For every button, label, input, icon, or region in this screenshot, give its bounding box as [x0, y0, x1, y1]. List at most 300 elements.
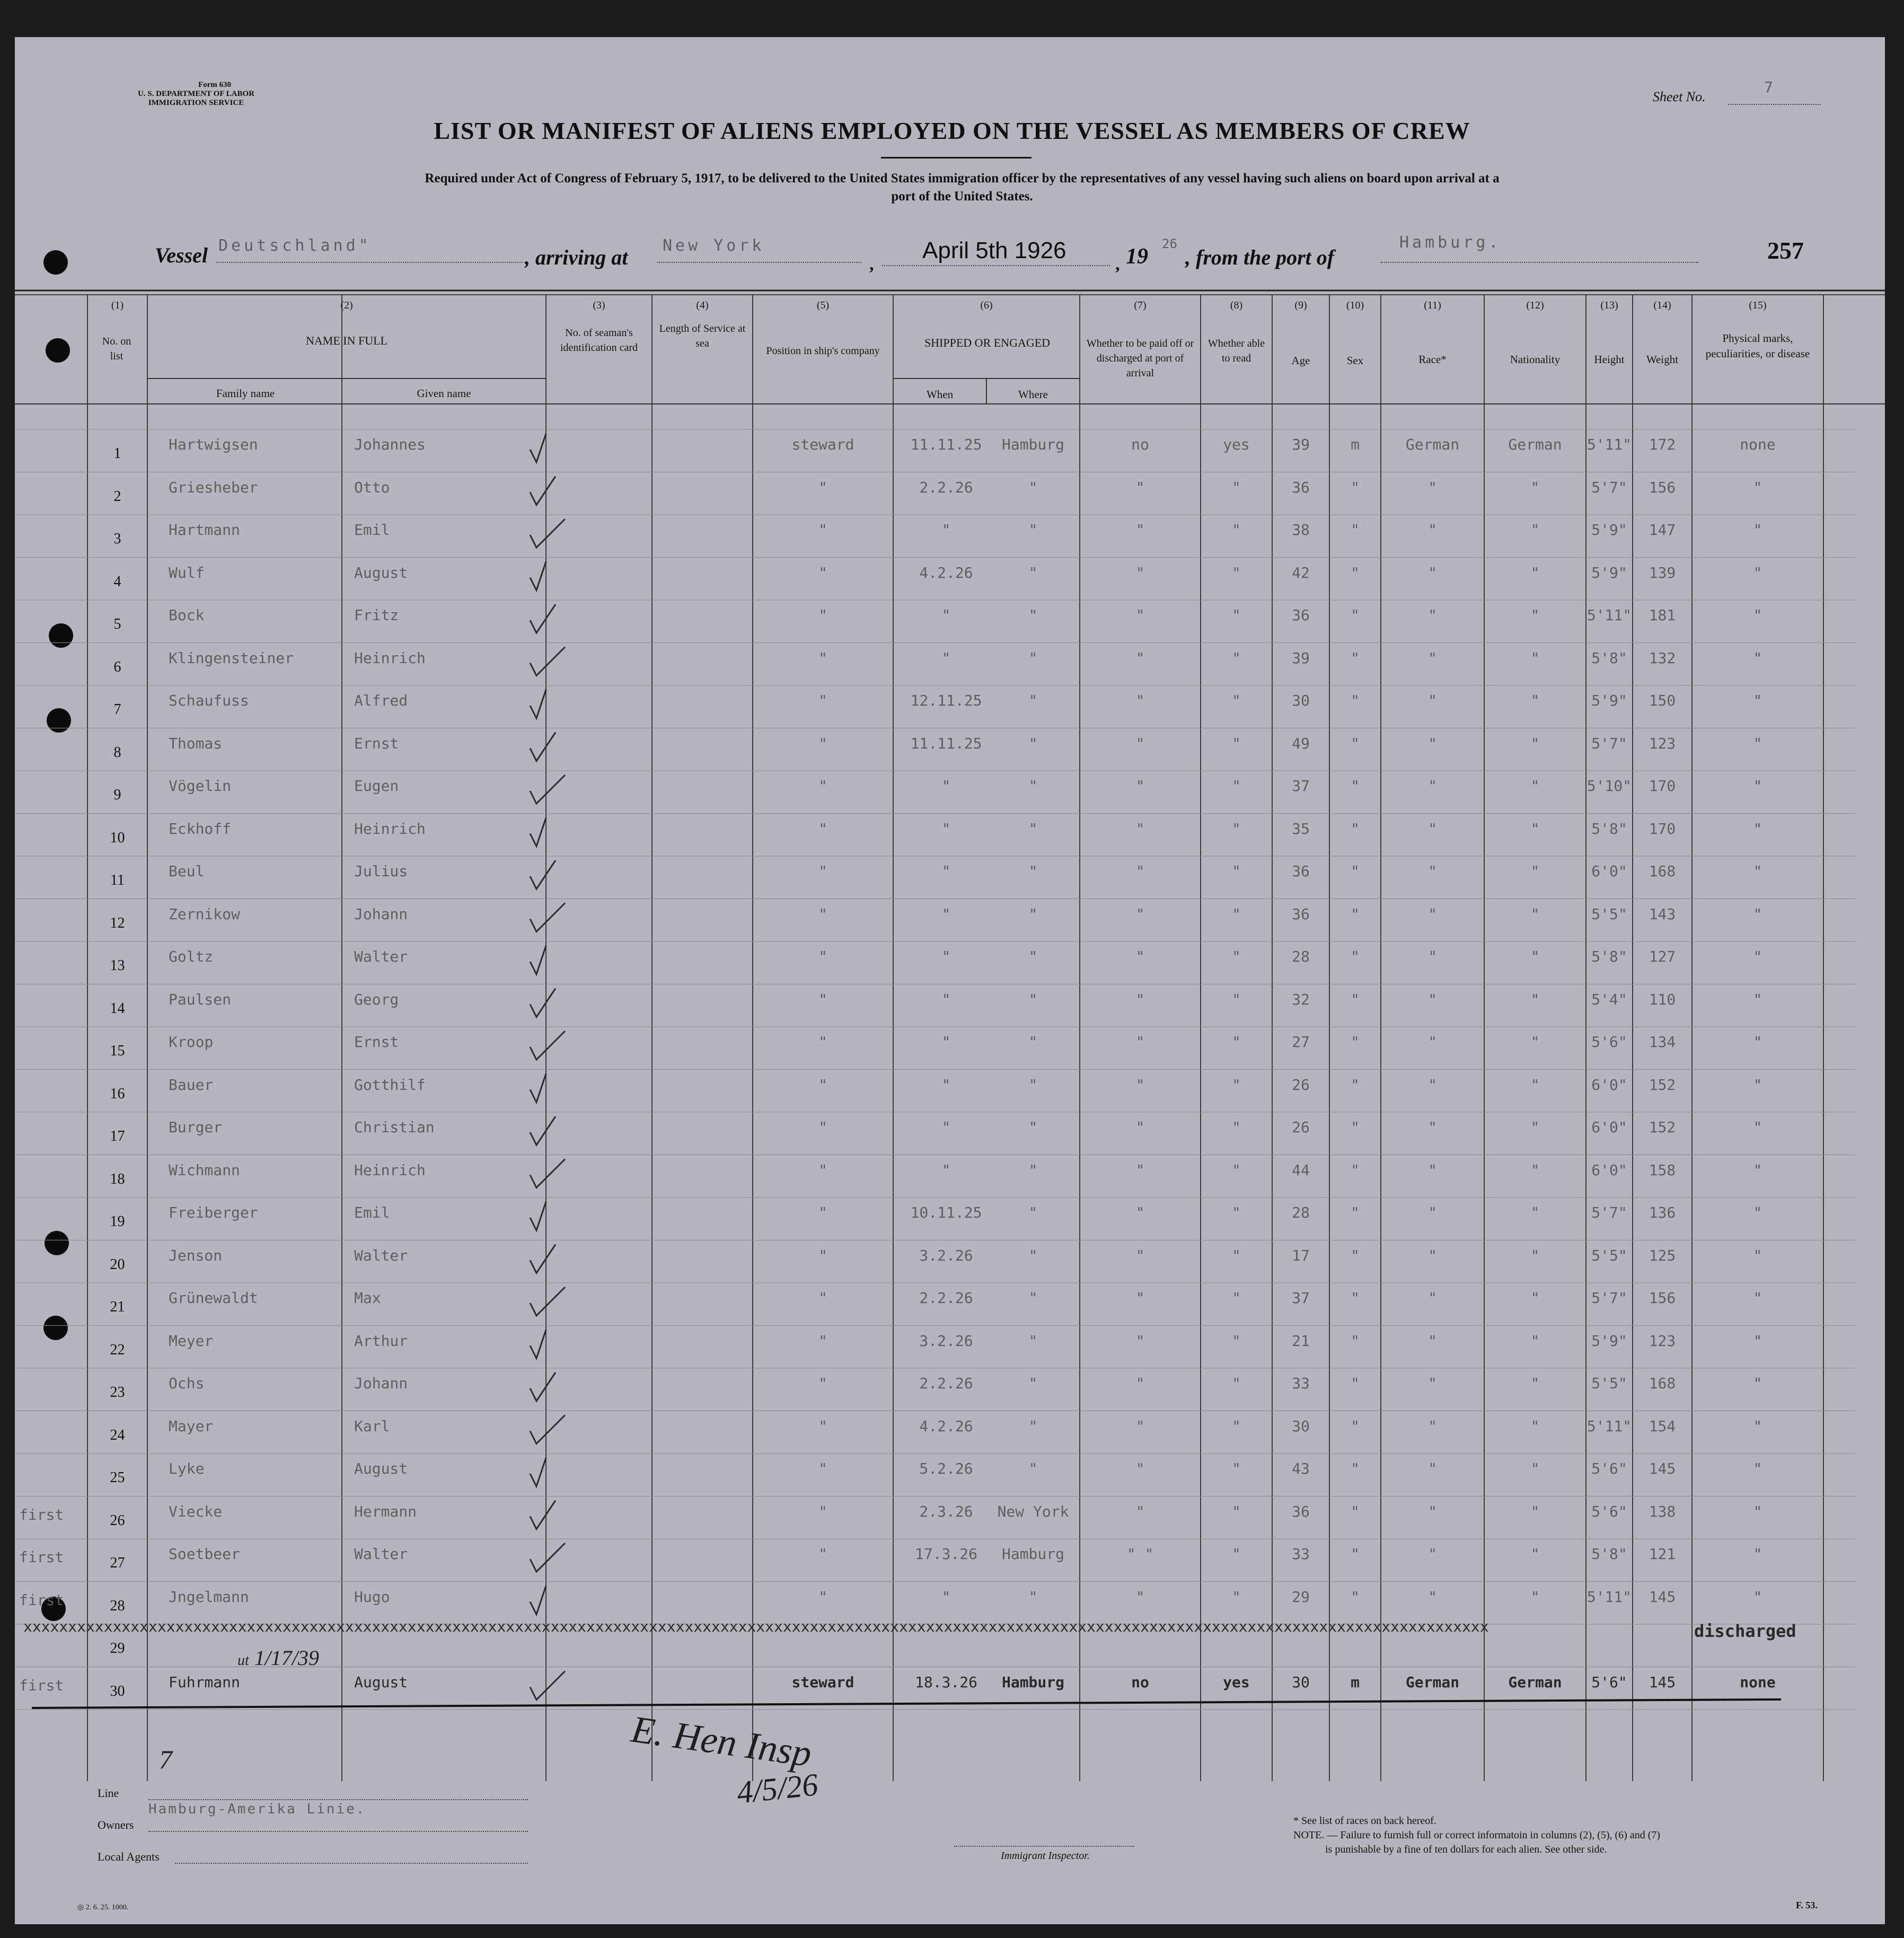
race: " [1428, 606, 1437, 624]
physical-marks: " [1753, 1588, 1762, 1606]
shipped-where: " [1028, 1417, 1038, 1435]
paid-off: no [1131, 436, 1149, 453]
sex: " [1351, 1417, 1360, 1435]
row-number: 17 [110, 1128, 125, 1144]
given-name: Eugen [354, 777, 399, 795]
column-number: (2) [340, 299, 353, 311]
from-port-underline [1380, 262, 1698, 263]
row-number: 1 [113, 445, 121, 462]
height: 5'9" [1591, 1332, 1627, 1350]
form-id-block [133, 81, 260, 108]
paid-off: " [1135, 1118, 1145, 1136]
column-number: (14) [1653, 299, 1671, 311]
paid-off: no [1131, 1673, 1149, 1691]
race: " [1428, 990, 1437, 1008]
position: " [818, 1375, 827, 1392]
sex: " [1351, 1545, 1360, 1563]
inspector-label: Immigrant Inspector. [1001, 1850, 1090, 1862]
height: 5'7" [1591, 734, 1627, 752]
header-where: Where [1018, 388, 1048, 401]
agents-label: Local Agents [98, 1850, 160, 1863]
age: 30 [1292, 692, 1310, 709]
age: 17 [1292, 1246, 1310, 1264]
physical-marks: " [1753, 948, 1762, 965]
inspector-underline [954, 1846, 1134, 1847]
sex: " [1351, 1033, 1360, 1051]
checkmark-icon [530, 818, 546, 847]
sheet-number: 7 [1764, 78, 1773, 96]
weight: 145 [1649, 1673, 1676, 1691]
row-number: 10 [110, 829, 125, 846]
page-title: LIST OR MANIFEST OF ALIENS EMPLOYED ON THE VESSEL AS MEMBERS OF CREW [434, 117, 1470, 144]
paid-off: " [1135, 1289, 1145, 1307]
family-name: Griesheber [169, 478, 258, 496]
age: 36 [1292, 1502, 1310, 1520]
race: " [1428, 1375, 1437, 1392]
able-to-read: " [1232, 905, 1241, 923]
able-to-read: " [1232, 649, 1241, 667]
height: 5'8" [1591, 1545, 1627, 1563]
shipped-when: " [941, 521, 951, 539]
race: " [1428, 1460, 1437, 1477]
shipped-when: " [941, 905, 951, 923]
race: " [1428, 692, 1437, 709]
physical-marks: " [1753, 1033, 1762, 1051]
paid-off: " [1135, 521, 1145, 539]
race: " [1428, 1076, 1437, 1094]
shipped-when: 2.3.26 [919, 1502, 973, 1520]
shipped-where: " [1028, 649, 1038, 667]
row-number: 23 [110, 1384, 125, 1400]
nationality: " [1530, 478, 1540, 496]
physical-marks: " [1753, 1460, 1762, 1477]
given-name: Johannes [354, 436, 426, 453]
physical-marks: " [1753, 649, 1762, 667]
family-name: Eckhoff [169, 820, 232, 838]
height: 5'11" [1586, 1417, 1632, 1435]
shipped-when: " [941, 649, 951, 667]
form-code: F. 53. [1796, 1900, 1818, 1910]
able-to-read: " [1232, 1460, 1241, 1477]
given-name: Fritz [354, 606, 399, 624]
given-name: Alfred [354, 692, 408, 709]
weight: 136 [1649, 1204, 1676, 1221]
checkmark-icon [530, 946, 546, 974]
column-number: (4) [696, 299, 709, 311]
height: 5'9" [1591, 563, 1627, 582]
height: 5'11" [1586, 1588, 1632, 1606]
shipped-where: " [1028, 1204, 1038, 1221]
row-number: 29 [110, 1640, 125, 1657]
able-to-read: " [1232, 1289, 1241, 1307]
checkmark-icon [530, 1031, 565, 1060]
header-no-on-list: No. on list [102, 336, 131, 362]
shipped-where: " [1028, 905, 1038, 923]
race: " [1428, 734, 1437, 752]
position: " [818, 1545, 827, 1563]
race: " [1428, 563, 1437, 582]
sex: " [1351, 820, 1360, 838]
family-name: Schaufuss [169, 692, 249, 709]
able-to-read: " [1232, 1502, 1241, 1520]
family-name: Zernikow [169, 905, 240, 923]
checkmark-icon [530, 1415, 565, 1444]
shipped-where: " [1028, 990, 1038, 1008]
checkmark-icon [530, 434, 546, 462]
row-number: 2 [113, 488, 121, 505]
weight: 138 [1649, 1502, 1676, 1520]
family-name: Beul [169, 862, 205, 880]
shipped-where: " [1028, 1161, 1038, 1179]
shipped-when: " [941, 820, 951, 838]
physical-marks: " [1753, 563, 1762, 582]
physical-marks: " [1753, 1246, 1762, 1264]
able-to-read: " [1232, 1332, 1241, 1350]
page-subtitle [223, 170, 1702, 206]
nationality: " [1530, 990, 1540, 1008]
inspector-date: 4/5/26 [735, 1767, 820, 1810]
age: 43 [1292, 1460, 1310, 1477]
weight: 121 [1649, 1545, 1676, 1563]
handwritten-annotation: ut 1/17/39 [237, 1646, 320, 1670]
weight: 145 [1649, 1588, 1676, 1606]
height: 5'5" [1591, 1375, 1627, 1392]
height: 5'6" [1591, 1460, 1627, 1477]
nationality: " [1530, 1502, 1540, 1520]
position: " [818, 563, 827, 582]
sex: " [1351, 1161, 1360, 1179]
paid-off: " [1135, 1161, 1145, 1179]
height: 5'6" [1591, 1502, 1627, 1520]
header-length-service: Length of Service at sea [659, 323, 746, 349]
note-line-1: NOTE. — Failure to furnish full or correct informatoin in columns (2), (5), (6) and (7) [1293, 1829, 1661, 1841]
physical-marks: " [1753, 990, 1762, 1008]
height: 5'11" [1586, 436, 1632, 453]
nationality: " [1530, 1460, 1540, 1477]
sex: " [1351, 606, 1360, 624]
physical-marks: " [1753, 1502, 1762, 1520]
age: 26 [1292, 1118, 1310, 1136]
physical-marks: " [1753, 734, 1762, 752]
nationality: " [1530, 563, 1540, 582]
nationality: " [1530, 948, 1540, 965]
age: 36 [1292, 905, 1310, 923]
given-name: August [354, 1673, 408, 1691]
able-to-read: yes [1223, 436, 1250, 453]
nationality: " [1530, 862, 1540, 880]
form-number: Form 630 [198, 81, 232, 89]
family-name: Meyer [169, 1332, 214, 1350]
row-number: 20 [110, 1256, 125, 1273]
age: 28 [1292, 948, 1310, 965]
able-to-read: " [1232, 1076, 1241, 1094]
sex: " [1351, 990, 1360, 1008]
checkmark-icon [530, 860, 556, 889]
able-to-read: " [1232, 1588, 1241, 1606]
family-name: Thomas [169, 734, 223, 752]
race: " [1428, 905, 1437, 923]
family-name: Fuhrmann [169, 1673, 240, 1691]
paid-off: " [1135, 563, 1145, 582]
nationality: " [1530, 692, 1540, 709]
race-footnote: * See list of races on back hereof. [1293, 1815, 1436, 1827]
shipped-when: " [941, 1588, 951, 1606]
row-number: 13 [110, 957, 125, 974]
given-name: Arthur [354, 1332, 408, 1350]
nationality: German [1508, 436, 1562, 453]
shipped-when: " [941, 990, 951, 1008]
race: " [1428, 1332, 1437, 1350]
paid-off: " [1135, 1204, 1145, 1221]
header-id-card: No. of seaman's identification card [560, 327, 638, 354]
row-number: 7 [113, 701, 121, 718]
column-number: (8) [1230, 299, 1243, 311]
weight: 152 [1649, 1118, 1676, 1136]
checkmark-icon [530, 1330, 546, 1359]
position: " [818, 1460, 827, 1477]
shipped-where: " [1028, 692, 1038, 709]
row-number: 26 [110, 1512, 125, 1529]
weight: 158 [1649, 1161, 1676, 1179]
family-name: Bock [169, 606, 205, 624]
physical-marks: " [1753, 1161, 1762, 1179]
family-name: Jenson [169, 1246, 223, 1264]
weight: 170 [1649, 777, 1676, 795]
checkmark-icon [530, 1586, 546, 1615]
family-name: Paulsen [169, 990, 232, 1008]
shipped-when: 11.11.25 [910, 734, 982, 752]
family-name: Wulf [169, 563, 205, 582]
checkmark-icon [530, 903, 565, 932]
shipped-where: " [1028, 1246, 1038, 1264]
able-to-read: " [1232, 1204, 1241, 1221]
header-name-in-full: NAME IN FULL [306, 334, 387, 347]
height: 6'0" [1591, 1161, 1627, 1179]
arriving-label: , arriving at [525, 245, 628, 269]
shipped-where: " [1028, 948, 1038, 965]
physical-marks: " [1753, 905, 1762, 923]
family-name: Klingensteiner [169, 649, 294, 667]
position: " [818, 1502, 827, 1520]
family-name: Hartwigsen [169, 436, 258, 453]
nationality: " [1530, 606, 1540, 624]
nationality: " [1530, 1375, 1540, 1392]
row-number: 22 [110, 1341, 125, 1358]
nationality: " [1530, 734, 1540, 752]
row-29-strikeout: xxxxxxxxxxxxxxxxxxxxxxxxxxxxxxxxxxxxxxxxxxxxxxxxxxxxxxxxxxxxxxxxxxxxxxxxxxxxxxxxxxxxxxxxxxxxxxxxxxxxxxxxxxxxxxxxxxxxxxxxxxxxxxxxxxxxxxxxxxxxxxxxxxxxxxxxxxxxxxxxxxxx [23, 1618, 1489, 1635]
age: 28 [1292, 1204, 1310, 1221]
paid-off: " [1135, 862, 1145, 880]
shipped-when: 12.11.25 [910, 692, 982, 709]
header-given-name: Given name [417, 387, 471, 400]
checkmark-icon [530, 1458, 546, 1486]
given-name: Otto [354, 478, 390, 496]
given-name: Johann [354, 905, 408, 923]
weight: 127 [1649, 948, 1676, 965]
race: " [1428, 1502, 1437, 1520]
able-to-read: " [1232, 1375, 1241, 1392]
position: steward [791, 1673, 854, 1691]
able-to-read: " [1232, 1246, 1241, 1264]
shipped-when: " [941, 1118, 951, 1136]
sheet-label: Sheet No. [1653, 89, 1706, 104]
shipped-where: " [1028, 1375, 1038, 1392]
position: " [818, 777, 827, 795]
checkmark-icon [530, 1245, 556, 1273]
checkmark-icon [530, 1159, 565, 1188]
row-number: 25 [110, 1469, 125, 1486]
race: " [1428, 1161, 1437, 1179]
physical-marks: none [1740, 1673, 1776, 1691]
family-name: Grünewaldt [169, 1289, 258, 1307]
column-number: (11) [1424, 299, 1441, 311]
sex: " [1351, 777, 1360, 795]
sex: " [1351, 1502, 1360, 1520]
able-to-read: yes [1223, 1673, 1250, 1691]
height: 5'11" [1586, 606, 1632, 624]
nationality: " [1530, 1118, 1540, 1136]
print-code-text: 2. 6. 25. 1000. [85, 1904, 129, 1911]
height: 5'8" [1591, 649, 1627, 667]
column-number: (15) [1749, 299, 1767, 311]
position: " [818, 1246, 827, 1264]
date-underline [882, 265, 1110, 266]
footnotes [1293, 1814, 1660, 1857]
given-name: Julius [354, 862, 408, 880]
physical-marks: " [1753, 862, 1762, 880]
height: 5'4" [1591, 990, 1627, 1008]
row-number: 24 [110, 1426, 125, 1443]
paid-off: " [1135, 820, 1145, 838]
header-age: Age [1291, 354, 1310, 367]
paid-off: " [1135, 692, 1145, 709]
position: " [818, 1332, 827, 1350]
row-number: 5 [113, 616, 121, 632]
sex: m [1351, 436, 1360, 453]
nationality: " [1530, 521, 1540, 539]
row-number: 11 [110, 872, 125, 888]
shipped-when: " [941, 862, 951, 880]
able-to-read: " [1232, 563, 1241, 582]
physical-marks: " [1753, 1204, 1762, 1221]
nationality: " [1530, 1204, 1540, 1221]
paid-off: " [1135, 1076, 1145, 1094]
family-name: Kroop [169, 1033, 214, 1051]
race: " [1428, 1417, 1437, 1435]
shipped-where: " [1028, 1332, 1038, 1350]
shipped-when: " [941, 1076, 951, 1094]
nationality: " [1530, 1246, 1540, 1264]
paid-off: " [1135, 905, 1145, 923]
race: " [1428, 478, 1437, 496]
weight: 154 [1649, 1417, 1676, 1435]
race: German [1405, 1673, 1460, 1691]
sex: " [1351, 1375, 1360, 1392]
family-name: Freiberger [169, 1204, 258, 1221]
height: 5'9" [1591, 692, 1627, 709]
arriving-underline [657, 262, 861, 263]
shipped-where: " [1028, 521, 1038, 539]
shipped-when: 2.2.26 [919, 1289, 973, 1307]
physical-marks: " [1753, 1545, 1762, 1563]
subtitle-line-1: Required under Act of Congress of February 5, 1917, to be delivered to the United States immigration officer by the representatives of any vessel having such aliens on board upon arrival at a [425, 171, 1500, 186]
paid-off: " [1135, 990, 1145, 1008]
line-label: Line [98, 1786, 119, 1800]
weight: 172 [1649, 436, 1676, 453]
owners-underline [148, 1831, 528, 1832]
row-number: 9 [113, 787, 121, 803]
sex: " [1351, 1118, 1360, 1136]
height: 6'0" [1591, 862, 1627, 880]
given-name: Hugo [354, 1588, 390, 1606]
owners-value: Hamburg-Amerika Linie. [148, 1801, 366, 1817]
row-number: 4 [113, 573, 121, 590]
height: 5'6" [1591, 1673, 1627, 1691]
height: 5'5" [1591, 1246, 1627, 1264]
shipped-where: Hamburg [1001, 436, 1064, 453]
date-stamp: April 5th 1926 [922, 237, 1066, 263]
able-to-read: " [1232, 1545, 1241, 1563]
row-number: 30 [110, 1682, 125, 1699]
vessel-name: Deutschland" [218, 236, 372, 255]
sheet-underline [1728, 104, 1821, 105]
given-name: Karl [354, 1417, 390, 1435]
row-number: 12 [110, 914, 125, 931]
shipped-when: 3.2.26 [919, 1246, 973, 1264]
height: 5'10" [1586, 777, 1632, 795]
row-number: 18 [110, 1170, 125, 1187]
nationality: German [1508, 1673, 1562, 1691]
paid-off: " [1135, 606, 1145, 624]
physical-marks: " [1753, 820, 1762, 838]
row-number: 27 [110, 1555, 125, 1571]
weight: 123 [1649, 1332, 1676, 1350]
family-name: Burger [169, 1118, 223, 1136]
annotation-date: 1/17/39 [254, 1646, 320, 1670]
department-label: U. S. DEPARTMENT OF LABOR [137, 90, 255, 98]
paid-off: " [1135, 1588, 1145, 1606]
sex: " [1351, 521, 1360, 539]
sex: " [1351, 1204, 1360, 1221]
checkmark-icon [530, 690, 546, 718]
shipped-when: 3.2.26 [919, 1332, 973, 1350]
given-name: Heinrich [354, 1161, 426, 1179]
physical-marks: " [1753, 1375, 1762, 1392]
header-position: Position in ship's company [766, 345, 880, 357]
paid-off: " [1135, 1460, 1145, 1477]
arriving-port: New York [663, 236, 765, 255]
sex: " [1351, 948, 1360, 965]
header-family-name: Family name [216, 387, 275, 400]
height: 5'7" [1591, 1204, 1627, 1221]
given-name: Georg [354, 990, 399, 1008]
age: 44 [1292, 1161, 1310, 1179]
physical-marks: " [1753, 1289, 1762, 1307]
handwritten-count: 7 [159, 1745, 172, 1774]
family-name: Viecke [169, 1502, 223, 1520]
sex: " [1351, 1076, 1360, 1094]
family-name: Vögelin [169, 777, 232, 795]
position: " [818, 862, 827, 880]
paid-off: " [1135, 1332, 1145, 1350]
agents-underline [175, 1863, 528, 1864]
column-number: (6) [980, 299, 993, 311]
position: " [818, 1076, 827, 1094]
weight: 125 [1649, 1246, 1676, 1264]
row-number: 14 [110, 1000, 125, 1017]
race: " [1428, 1588, 1437, 1606]
able-to-read: " [1232, 820, 1241, 838]
